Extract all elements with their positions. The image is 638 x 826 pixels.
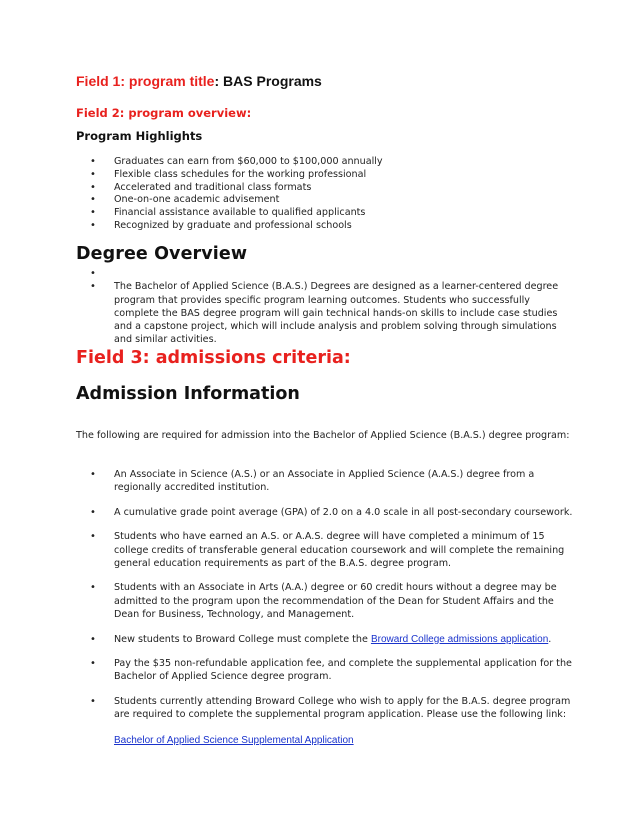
list-item: • A cumulative grade point average (GPA) of 2.0 on a 4.0 scale in all post-secondary coursework. [90,506,580,519]
field3-heading: Field 3: admissions criteria: [76,348,351,368]
list-item-current-students: • Students currently attending Broward College who wish to apply for the B.A.S. degree program are required to complete the supplemental program application. Please use the following link: [90,695,580,722]
degree-overview-heading: Degree Overview [76,244,248,264]
admission-intro: The following are required for admission into the Bachelor of Applied Science (B.A.S.) degree program: [76,430,570,441]
list-item: • Recognized by graduate and professional schools [90,220,610,233]
list-item: • Students who have earned an A.S. or A.A.S. degree will have completed a minimum of 15 college credits of transferable general education coursework and will complete the remaining general education requirements as part of the B.A.S. degree program. [90,530,580,570]
field1-value: BAS Programs [219,73,322,89]
list-item: • Financial assistance available to qualified applicants [90,207,610,220]
broward-admissions-application-link[interactable]: Broward College admissions application [370,633,549,645]
field1-title [76,73,322,89]
empty-list-item [90,267,570,280]
list-item-fee: • Pay the $35 non-refundable application fee, and complete the supplemental application for the Bachelor of Applied Science degree program. [90,657,580,684]
list-item-new-students [90,633,580,646]
list-item: • Accelerated and traditional class formats [90,182,610,195]
program-highlights-heading: Program Highlights [76,129,203,143]
admission-information-heading: Admission Information [76,384,300,404]
list-item: • One-on-one academic advisement [90,194,610,207]
field1-separator: : [214,73,220,89]
field1-label: Field 1: program title [76,73,215,89]
admission-requirements-list [90,468,580,722]
new-students-suffix: . [548,633,552,645]
new-students-prefix: New students to Broward College must complete the [114,633,371,645]
supplemental-application-link[interactable]: Bachelor of Applied Science Supplemental Application [114,735,354,746]
list-item: • Graduates can earn from $60,000 to $100,000 annually [90,156,610,169]
degree-overview-text: • The Bachelor of Applied Science (B.A.S.) Degrees are designed as a learner-centered degree program that provides specific program learning outcomes. Students who successfully complete the BAS degree program will gain technical hands-on skills to include case studies and a capstone project, which will include analysis and problem solving through simulations and similar activities. [90,280,570,346]
field2-heading: Field 2: program overview: [76,106,252,120]
list-item: • Students with an Associate in Arts (A.A.) degree or 60 credit hours without a degree may be admitted to the program upon the recommendation of the Dean for Student Affairs and the Dean for Business, Technology, and Management. [90,581,580,621]
list-item: • An Associate in Science (A.S.) or an Associate in Applied Science (A.A.S.) degree from a regionally accredited institution. [90,468,580,495]
degree-overview-list [90,267,570,347]
program-highlights-list [90,156,610,233]
list-item: • Flexible class schedules for the working professional [90,169,610,182]
